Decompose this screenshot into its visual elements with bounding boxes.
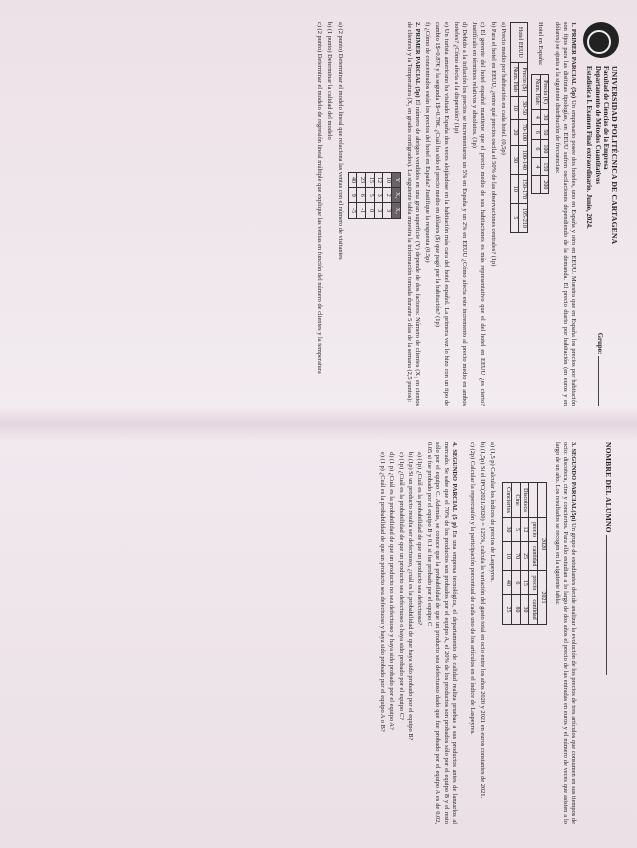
table-cell: 9 — [348, 188, 357, 203]
list-item: e) (1 p) ¿Cuál es la probabilidad de que un producto sea defectuoso y haya sido probado por el equipo A o B? — [379, 452, 387, 732]
exam-title: Estadística I. Examen Final extraordinario. Junio, 2024. — [584, 66, 592, 229]
table-cell: 30 — [510, 145, 519, 174]
table-cell: 20 — [510, 119, 519, 145]
table-cell: 5 — [366, 188, 375, 203]
table-cell: 80 — [512, 595, 521, 624]
table-cell: 150 — [540, 158, 549, 176]
table-cell: 2 — [383, 188, 392, 203]
q3-part-c: c) (2p) Calcular la repercusión y la participación porcentual de cada uno de los artículos en el índice de Laspeyres. — [468, 442, 476, 735]
table-cell — [532, 176, 541, 194]
row-label: Discoteca — [520, 483, 529, 518]
q1-text: Un empresario posee dos hoteles, uno en España y otro en EEUU. Muestra que en España los precios por habitación son fijos para las distintas tipologías, en EEUU sufren oscilaciones dependiendo de la demanda. El precio diario por habitación (en euros y en dólares) se ajusta a la siguiente distribución de frecuencias: — [553, 22, 577, 406]
usa-price-table — [510, 22, 528, 233]
table-cell: 15 — [366, 173, 375, 188]
student-name-field — [603, 442, 613, 824]
student-name-line[interactable] — [606, 535, 613, 675]
faculty-name: Facultad de Ciencias de la Empresa — [602, 66, 610, 170]
list-item: b) (1p) Si un producto resulta ser defectuoso, ¿cuál es la probabilidad de que haya sido probado por el equipo B? — [406, 452, 414, 741]
spain-table-row — [531, 22, 549, 406]
q1-part-e: e) Un turista americano ha visitado España dos veces alojándose en la habitación más cara del hotel español. La primera vez lo hizo con un tipo de cambio 1$=0.87€ y la segunda 1$=0.78€. ¿Cuál ha sido el precio medio en dólares ($) que pagó por la habitación? (1p) — [434, 22, 450, 406]
q1-statement — [552, 22, 577, 406]
table-cell: 10 — [503, 542, 512, 571]
spain-price-header: Precio (€) — [540, 74, 549, 110]
q2-part-c: c) (2 punto) Determinar el modelo de regresión lineal múltiple que explique las ventas en función del número de clientes y la temperatura — [316, 22, 324, 374]
table-cell: 23 — [357, 173, 366, 188]
q1-part-a: a) Precio medio por habitación en cada hotel. (0,5p) — [499, 22, 507, 155]
table-cell — [529, 483, 538, 518]
table-cell: 30 — [503, 518, 512, 542]
usa-price-header: Precio ($) — [519, 62, 528, 96]
q1-title: 1. PRIMER PARCIAL (5p) — [570, 22, 577, 99]
table-cell: 3 — [374, 203, 383, 218]
spain-rooms-header: Num. Hab: — [532, 74, 541, 110]
table-cell: 195-210 — [519, 203, 528, 232]
q1-part-c: c) El gerente del hotel español mantiene que el precio medio de sus habitaciones es más representativo que el del hotel en EEUU ¿es cierto? Justifícalo en términos relativos y absolutos. (1p) — [471, 22, 487, 406]
table-cell: 30 — [540, 110, 549, 125]
table-cell: 25 — [503, 595, 512, 624]
q3-text: Un grupo de estudiantes decide analizar la evolución de los precios de tres artículos que consumen en sus tiempos de ocio: discoteca, cine y conciertos. Para ello estudian a lo largo de dos años el precio de las entradas en euros y el número de veces que asisten a lo largo de un año. Los resultados se recogen en la siguiente tabla: — [553, 442, 578, 824]
table-cell: -5 — [348, 203, 357, 218]
q1-part-f: f) ¿Cómo de concentrados están los precios del hotel en España? Justifique la respuesta (0.5p) — [424, 22, 432, 263]
right-page — [0, 424, 637, 848]
q2-statement — [405, 22, 421, 406]
q2-text: El número de abrigos vendidos en una gran superficie (Y) depende de dos factores: Número de clientes (X₁ en cientos de clientes) y la Temperatura (X₂ en grados centígrados). La siguiente tabla muestra la información tomada durante 5 días de la semana (2,5 puntos): — [405, 22, 422, 406]
q2-part-b: b) (1 punto) Determinar la calidad del modelo — [326, 22, 334, 140]
table-cell: 70 — [512, 542, 521, 571]
table-cell: 50 — [540, 125, 549, 140]
col-header: cantidad — [529, 542, 538, 571]
table-cell: 100 — [540, 140, 549, 158]
table-cell: 3 — [374, 188, 383, 203]
year-header: 2020 — [538, 518, 547, 571]
q4-title: 4. SEGUNDO PARCIAL (5 p) — [450, 442, 458, 528]
row-label: Cine — [512, 483, 521, 518]
table-row — [383, 173, 392, 219]
table-cell: 200 — [540, 176, 549, 194]
list-item: d) (1 p) ¿Cuál es la probabilidad de que un producto no sea defectuoso y haya sido probado por el equipo A? — [388, 452, 396, 730]
q4-parts-list — [378, 442, 423, 824]
group-line[interactable] — [598, 356, 605, 406]
table-cell: 3 — [383, 203, 392, 218]
table-cell: 15 — [520, 571, 529, 595]
table-row — [366, 173, 375, 219]
exam-header — [583, 22, 619, 406]
col-header: Y — [392, 173, 401, 188]
table-cell: 0 — [366, 203, 375, 218]
q1-part-b: b) Para el hotel en EEUU, ¿entre qué precios oscila el 50% de las observaciones centrales? (1p) — [489, 22, 497, 267]
row-label: Conciertos — [503, 483, 512, 518]
q3-part-a: a) (1,5 p) Calcular los índices de precios de Laspeyres. — [489, 442, 497, 583]
leisure-prices-table — [502, 482, 546, 625]
department-name: Departamento de Métodos Cuantitativos — [593, 66, 601, 184]
q3-part-b: b) (1,5p) Si el IPC(2021/2020) = 125%, calcula la variación del gasto total en ocio entre los años 2020 y 2021 en euros constantes de 2021. — [479, 442, 487, 799]
table-cell: 6 — [532, 140, 541, 158]
table-cell: 40 — [348, 173, 357, 188]
q3-statement — [553, 442, 578, 824]
col-header: cantidad — [529, 595, 538, 624]
student-name-label: NOMBRE DEL ALUMNO — [604, 442, 613, 533]
col-header: X₁ — [392, 188, 401, 203]
table-row — [374, 173, 383, 219]
table-row — [357, 173, 366, 219]
header-titles — [583, 66, 619, 244]
table-cell: 10 — [510, 96, 519, 119]
table-cell: 4 — [532, 110, 541, 125]
q2-title: 2. PRIMER PARCIAL (5p) — [414, 22, 422, 98]
university-logo-icon — [583, 22, 619, 58]
table-cell: 6 — [357, 188, 366, 203]
q1-part-d: d) Debido a la inflación los precios se incrementaron un 5% en España y un 2% en EEUU ¿Cómo afecta este incremento al precio medio en ambos hoteles? ¿Cómo afecta a la dispersión? (1p) — [452, 22, 468, 406]
table-cell: 100-140 — [519, 145, 528, 174]
sales-table — [348, 172, 401, 219]
table-cell: 4 — [532, 158, 541, 176]
year-header: 2021 — [538, 571, 547, 624]
table-row — [503, 483, 512, 625]
list-item: c) (1p) ¿Cuál es la probabilidad de que un producto sea defectuoso o haya sido probado por el equipo C? — [397, 452, 405, 720]
spain-price-table — [531, 74, 549, 195]
university-name: UNIVERSIDAD POLITÉCNICA DE CARTAGENA — [610, 66, 619, 245]
table-cell: 5 — [512, 518, 521, 542]
list-item: a) (1p) ¿Cuál es la probabilidad de que un producto sea defectuoso? — [416, 452, 424, 626]
table-cell — [538, 483, 547, 518]
table-cell: 10 — [383, 173, 392, 188]
col-header: X₂ — [392, 203, 401, 218]
table-cell: 5 — [510, 203, 519, 232]
table-cell: 70-100 — [519, 119, 528, 145]
table-cell: 40 — [503, 571, 512, 595]
table-cell: 6 — [532, 125, 541, 140]
table-cell: 25 — [520, 542, 529, 571]
table-cell: 12 — [520, 518, 529, 542]
table-row — [512, 483, 521, 625]
group-label: Grupo: — [596, 332, 603, 355]
q2-part-a: a) (2 punto) Determinar el modelo lineal que relaciona las ventas con el número de visitantes — [336, 22, 344, 260]
table-row — [348, 173, 357, 219]
table-row — [520, 483, 529, 625]
spain-hotel-label: Hotel en España: — [537, 22, 545, 66]
table-cell: 12 — [374, 173, 383, 188]
table-cell: 6 — [512, 571, 521, 595]
table-cell: 30-50 — [519, 96, 528, 119]
q3-title: 3. SEGUNDO PARCIAL(5p) — [570, 442, 578, 522]
q4-text: En una empresa tecnológica, el departamento de calidad realiza pruebas a sus productos antes de lanzarlos al mercado. Se sabe que el 70% de los productos son probados por el equipo A, el 20% de los productos son probados sólo por el equipo B y el resto sólo por el equipo C. Además, se conoce que la probabilidad de que un producto sea defectuoso dado que fue probado por el equipo A es de 0.02, 0.05 si fue probado por el equipo B y 0.1 si fue probado por el equipo C — [426, 442, 458, 824]
usa-hotel-label: Hotel EEUU — [510, 23, 527, 63]
group-field — [594, 333, 619, 406]
table-cell: 30 — [520, 595, 529, 624]
usa-rooms-header: Num. Hab — [510, 62, 519, 96]
q4-statement — [425, 442, 458, 824]
col-header: precio — [529, 571, 538, 595]
table-cell: 10 — [510, 174, 519, 203]
table-cell: -1 — [357, 203, 366, 218]
table-cell: 150-170 — [519, 174, 528, 203]
col-header: precio — [529, 518, 538, 542]
